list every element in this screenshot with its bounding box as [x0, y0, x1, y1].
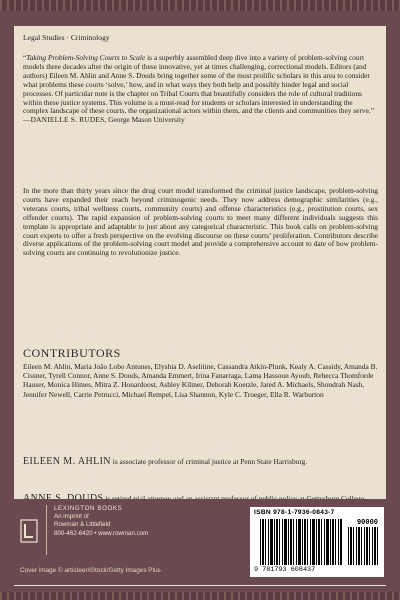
- barcode-addon-bars: [348, 527, 378, 565]
- book-description: In the more than thirty years since the drug court model transformed the criminal justice landscape, problem-solving courts have expanded their reach beyond criminogenic needs. They now address demographic similarities (e.g., veterans courts, tribal wellness courts, community courts) and offense characteristics (e.g., prostitution courts, sex offender courts). The rapid expansion of problem-solving courts to meet many different individuals suggests this template is appropriate and adaptable to just about any categorical characteristic. This book calls on problem-solving court experts to offer a fresh perspective on the evolving discourse on these courts’ proliferation. Contributors describe diverse applications of the problem-solving court model and provide a comprehensive account to date of how problem-solving courts are continuing to revolutionize justice.: [23, 186, 378, 258]
- editor-name: EILEEN M. AHLIN: [23, 456, 111, 467]
- contributors-heading: CONTRIBUTORS: [23, 346, 121, 360]
- editor-bio-ahlin: [23, 457, 378, 466]
- barcode-bars: [260, 519, 342, 565]
- blurb-attribution-name: —DANIELLE S. RUDES: [23, 115, 105, 125]
- review-blurb: “Taking Problem-Solving Courts to Scale is a superbly assembled deep dive into a variety of problem-solving court models three decades after the origin of these innovative, yet at times challenging, correctional models. Editors (and authors) Eileen M. Ahlin and Anne S. Douds bring together some of the most prolific scholars in this area to consider what problems these courts ‘solve,’ how, and in what ways they both help and possibly hinder legal and social processes. Of particular note is the chapter on Tribal Courts that beautifully considers the role of cultural traditions within these justice systems. This volume is a must-read for students or scholars interested in understanding the complex landscape of these courts, the organizational actors within them, and the clients and communities they serve.” —DANIELLE S. RUDES, George Mason University: [23, 53, 375, 125]
- publisher-name: LEXINGTON BOOKS: [54, 505, 123, 512]
- publisher-text: [54, 505, 148, 538]
- publisher-line-1: An imprint of: [54, 513, 89, 521]
- category-label: Legal Studies · Criminology: [23, 33, 110, 42]
- top-pattern-band: [0, 0, 400, 11]
- cover-image-credit: Cover image © artisteer/iStock/Getty Images Plus: [20, 567, 161, 574]
- isbn-barcode: [250, 507, 384, 577]
- editor-bio-text: is associate professor of criminal justice at Penn State Harrisburg.: [110, 457, 308, 466]
- publisher-contact: 800-462-6420 • www.rowman.com: [54, 529, 149, 537]
- price-code: 90000: [356, 519, 378, 527]
- bottom-pattern-band: [0, 592, 400, 600]
- publisher-divider: [46, 505, 47, 555]
- contributors-list: Eileen M. Ahlin, Maria João Lobo Antunes, Elyshia D. Aselitine, Cassandra Atkin-Plunk, Kealy A. Cassidy, Amanda B. Cissner, Tyrell Connor, Anne S. Douds, Amanda Emmert, Irina Fanarraga, Lama Hassoun Ayoub, Rebecca Thomforde Hauser, Monica Himes, Mitra Z. Honardoost, Ashley Kilmer, Deborah Koetzle, Jared A. Michaels, Shondrah Nash, Jennifer Newell, Carrie Petrucci, Michael Rempel, Lisa Shannon, Kyle C. Troeger, Ella R. Warburton: [23, 362, 378, 399]
- blurb-book-title: Taking Problem-Solving Courts to Scale: [26, 53, 146, 62]
- barcode-digits: 9 781793 608437: [254, 566, 316, 574]
- publisher-logo-icon: [20, 519, 38, 543]
- blurb-attribution-affiliation: , George Mason University: [104, 115, 185, 125]
- publisher-block: [20, 505, 230, 555]
- blurb-text: is a superbly assembled deep dive into a variety of problem-solving court models three decades after the origin of these innovative, yet at times challenging, correctional models. Editors (and authors) Eileen M. Ahlin and Anne S. Douds bring together some of the most prolific scholars in this area to consider what problems these courts ‘solve,’ how, and in what ways they both help and possibly hinder legal and social processes. Of particular note is the chapter on Tribal Courts that beautifully considers the role of cultural traditions within these justice systems. This volume is a must-read for students or scholars interested in understanding the complex landscape of these courts, the organizational actors within them, and the clients and communities they serve.”: [23, 53, 375, 116]
- isbn-label: ISBN 978-1-7936-0843-7: [254, 509, 335, 516]
- publisher-line-2: Rowman & Littlefield: [54, 521, 111, 529]
